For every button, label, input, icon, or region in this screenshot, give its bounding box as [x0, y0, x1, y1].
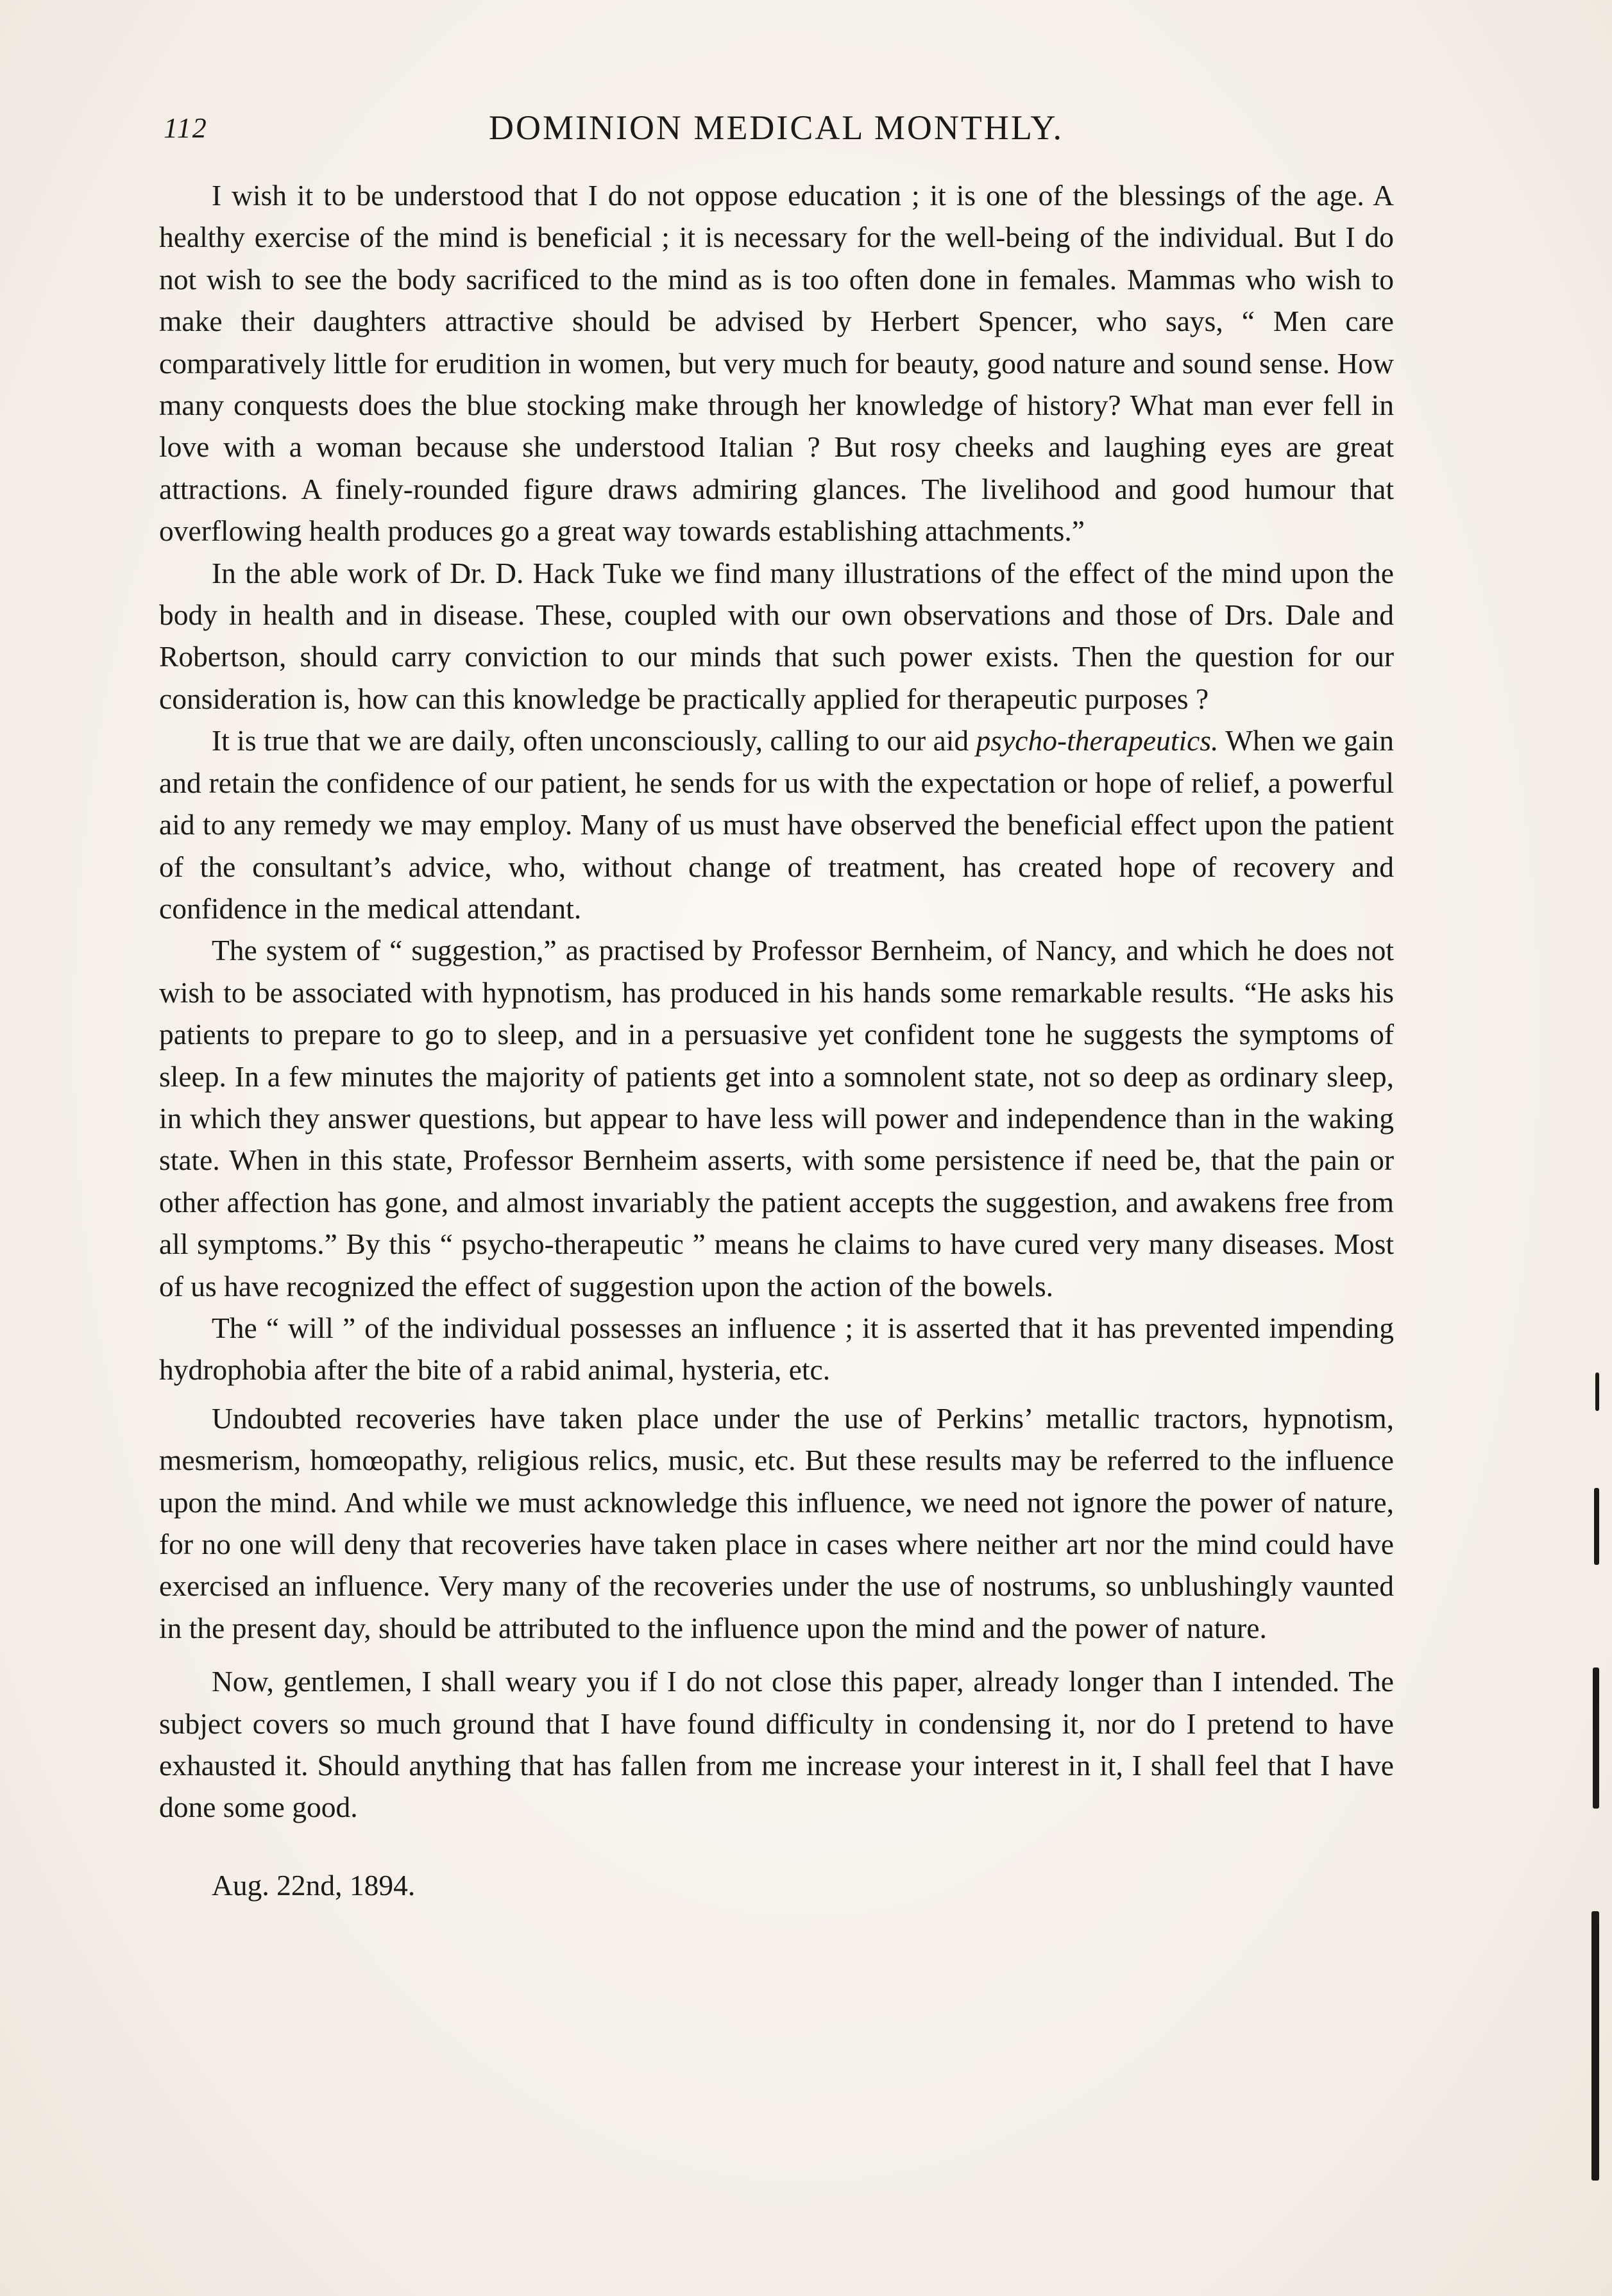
page-header: [164, 108, 1389, 159]
article-body: [159, 174, 1394, 1906]
paragraph-education: I wish it to be understood that I do not oppose education ; it is one of the blessings of the age. A healthy exercise of the mind is beneficial ; it is necessary for the well-being of the individual. But I do not wish to see the body sacrificed to the mind as is too often done in females. Mammas who wish to make their daughters attractive should be advised by Herbert Spencer, who says, “ Men care comparatively little for erudition in women, but very much for beauty, good nature and sound sense. How many conquests does the blue stocking make through her knowledge of history? What man ever fell in love with a woman because she understood Italian ? But rosy cheeks and laughing eyes are great attractions. A finely-rounded figure draws admiring glances. The livelihood and good humour that overflowing health produces go a great way towards establishing attachments.”: [159, 179, 1394, 548]
paragraph-text: It is true that we are daily, often unconsciously, calling to our aid: [212, 724, 976, 757]
paragraph-closing: Now, gentlemen, I shall weary you if I do not close this paper, already longer than I intended. The subject covers so much ground that I have found difficulty in condensing it, nor do I pretend to have exhausted it. Should anything that has fallen from me increase your interest in it, I shall feel that I have done some good.: [159, 1665, 1394, 1824]
dateline: Aug. 22nd, 1894.: [212, 1868, 416, 1902]
binding-mark: [1594, 1488, 1599, 1565]
paragraph-will: The “ will ” of the individual possesses an influence ; it is asserted that it has prevented impending hydrophobia after the bite of a rabid animal, hysteria, etc.: [159, 1311, 1394, 1387]
paragraph-psycho-therapeutics: [159, 720, 1394, 929]
page-number: 112: [164, 112, 208, 144]
binding-edge-marks: [1586, 1334, 1612, 2290]
paragraph-text: When we gain and retain the confidence of our patient, he sends for us with the expectation or hope of relief, a powerful aid to any remedy we may employ. Many of us must have observed the beneficial effect upon the patient of the consultant’s advice, who, without change of treatment, has created hope of recovery and confidence in the medical attendant.: [159, 724, 1394, 925]
italic-term: psycho-therapeutics.: [976, 724, 1219, 757]
running-title: DOMINION MEDICAL MONTHLY.: [488, 108, 1064, 147]
paragraph-hack-tuke: In the able work of Dr. D. Hack Tuke we find many illustrations of the effect of the mind upon the body in health and in disease. These, coupled with our own observations and those of Drs. Dale and Robertson, should carry conviction to our minds that such power exists. Then the question for our consideration is, how can this knowledge be practically applied for therapeutic purposes ?: [159, 556, 1394, 715]
paragraph-suggestion: The system of “ suggestion,” as practised by Professor Bernheim, of Nancy, and which he does not wish to be associated with hypnotism, has produced in his hands some remarkable results. “He asks his patients to prepare to go to sleep, and in a persuasive yet confident tone he suggests the symptoms of sleep. In a few minutes the majority of patients get into a somnolent state, not so deep as ordinary sleep, in which they answer questions, but appear to have less will power and independence than in the waking state. When in this state, Professor Bernheim asserts, with some persistence if need be, that the pain or other affection has gone, and almost invariably the patient accepts the suggestion, and awakens free from all symptoms.” By this “ psycho-therapeutic ” means he claims to have cured very many diseases. Most of us have recognized the effect of suggestion upon the action of the bowels.: [159, 934, 1394, 1303]
paragraph-recoveries: Undoubted recoveries have taken place under the use of Perkins’ metallic tractors, hypnotism, mesmerism, homœopathy, religious relics, music, etc. But these results may be referred to the influence upon the mind. And while we must acknowledge this influence, we need not ignore the power of nature, for no one will deny that recoveries have taken place in cases where neither art nor the mind could have exercised an influence. Very many of the recoveries under the use of nostrums, so unblushingly vaunted in the present day, should be attributed to the influence upon the mind and the power of nature.: [159, 1401, 1394, 1644]
binding-mark: [1593, 1667, 1599, 1809]
binding-mark: [1591, 1911, 1599, 2181]
binding-mark: [1595, 1372, 1599, 1411]
